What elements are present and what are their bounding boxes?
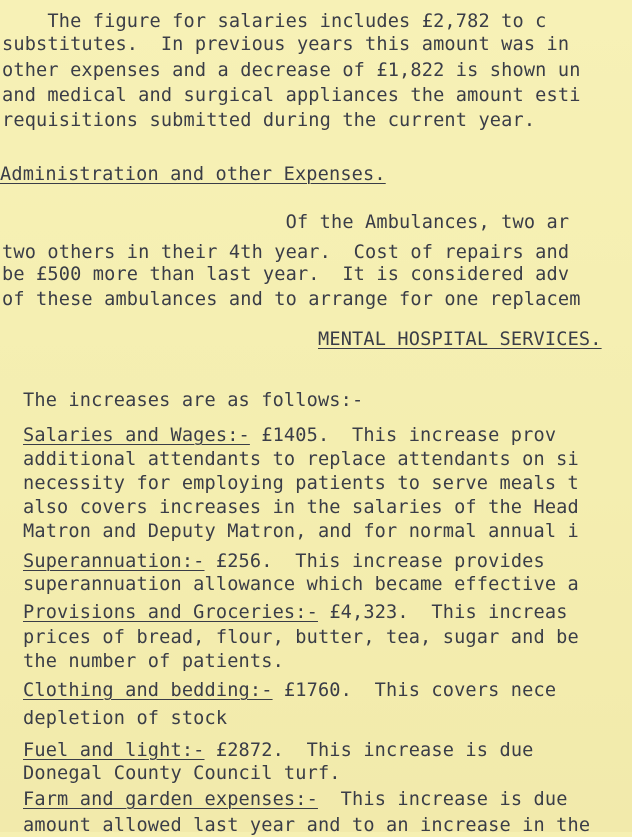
item-line: additional attendants to replace attendants on si xyxy=(23,449,579,470)
item-label: Fuel and light:- xyxy=(23,740,205,761)
item-clothing xyxy=(23,680,556,702)
item-line: also covers increases in the salaries of the Head xyxy=(23,497,579,518)
paragraph-line: substitutes. In previous years this amount was in xyxy=(2,34,570,55)
item-label: Farm and garden expenses:- xyxy=(23,789,318,810)
item-line: prices of bread, flour, butter, tea, sugar and be xyxy=(23,627,579,648)
item-fuel xyxy=(23,740,534,762)
paragraph-line: two others in their 4th year. Cost of repairs and xyxy=(2,242,570,263)
paragraph-line: and medical and surgical appliances the amount esti xyxy=(2,85,581,106)
item-text: £1760. This covers nece xyxy=(272,680,557,701)
item-farm xyxy=(23,789,568,811)
item-line: the number of patients. xyxy=(23,651,284,672)
item-text: £4,323. This increas xyxy=(317,602,568,623)
paragraph-line: requisitions submitted during the current year. xyxy=(2,110,536,131)
intro-line: The increases are as follows:- xyxy=(23,390,364,411)
item-label: Clothing and bedding:- xyxy=(23,680,273,701)
item-label: Salaries and Wages:- xyxy=(23,425,250,446)
item-label: Provisions and Groceries:- xyxy=(23,602,318,623)
item-label: Superannuation:- xyxy=(23,551,205,572)
paragraph-line: of these ambulances and to arrange for one replacem xyxy=(2,289,581,310)
item-text: £256. This increase provides xyxy=(204,551,545,572)
item-line: necessity for employing patients to serve meals t xyxy=(23,473,579,494)
item-text: £2872. This increase is due xyxy=(204,740,534,761)
paragraph-line: Of the Ambulances, two ar xyxy=(2,212,570,233)
item-line: Donegal County Council turf. xyxy=(23,763,341,784)
paragraph-line: be £500 more than last year. It is considered adv xyxy=(2,264,570,285)
paragraph-line: The figure for salaries includes £2,782 to c xyxy=(2,11,547,32)
item-text: £1405. This increase prov xyxy=(249,425,557,446)
item-superannuation xyxy=(23,551,545,573)
item-salaries xyxy=(23,425,556,447)
item-provisions xyxy=(23,602,568,624)
paragraph-line: other expenses and a decrease of £1,822 is shown un xyxy=(2,60,581,81)
item-line: depletion of stock xyxy=(23,708,228,729)
section-heading-mental-hospital: MENTAL HOSPITAL SERVICES. xyxy=(318,329,602,350)
section-heading-administration: Administration and other Expenses. xyxy=(0,164,386,185)
item-line: amount allowed last year and to an increase in the xyxy=(23,815,591,836)
item-line: Matron and Deputy Matron, and for normal annual i xyxy=(23,521,579,542)
item-line: superannuation allowance which became effective a xyxy=(23,574,579,595)
item-text: This increase is due xyxy=(317,789,568,810)
